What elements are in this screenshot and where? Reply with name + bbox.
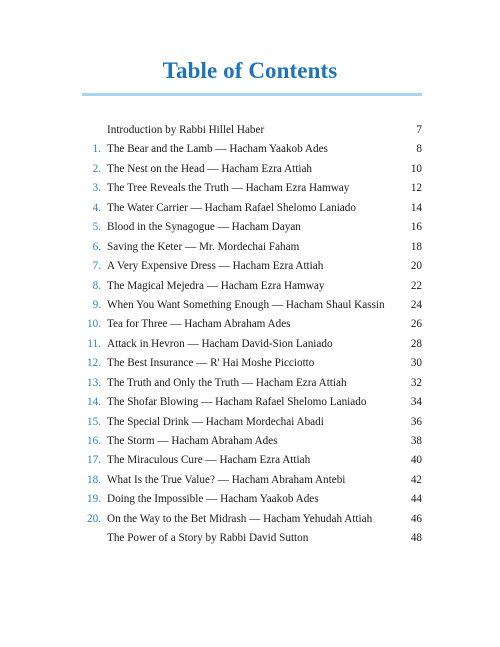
toc-entry-number: 5. bbox=[92, 221, 101, 234]
toc-entry[interactable] bbox=[70, 432, 430, 451]
toc-entry[interactable] bbox=[70, 315, 430, 334]
toc-entry-title: Doing the Impossible — Hacham Yaakob Ades bbox=[107, 493, 319, 506]
toc-entry-title: The Nest on the Head — Hacham Ezra Attiah bbox=[107, 162, 313, 175]
toc-entry-title: What Is the True Value? — Hacham Abraham Antebi bbox=[107, 473, 346, 486]
toc-entry-page: 36 bbox=[410, 415, 422, 428]
toc-entry-number: 2. bbox=[92, 162, 101, 175]
toc-entry-page: 24 bbox=[410, 298, 422, 311]
toc-entry-number: 3. bbox=[92, 182, 101, 195]
toc-entry-number: 7. bbox=[92, 260, 101, 273]
toc-entry-page: 44 bbox=[410, 493, 422, 506]
toc-entry-page: 38 bbox=[410, 435, 422, 447]
toc-entry-title: The Special Drink — Hacham Mordechai Abadi bbox=[107, 415, 324, 428]
toc-entry-title: The Water Carrier — Hacham Rafael Shelomo Laniado bbox=[107, 201, 356, 214]
toc-entry-number: 1. bbox=[92, 143, 101, 156]
toc-entry-page: 32 bbox=[410, 376, 422, 389]
toc-entry-number: 11. bbox=[87, 337, 101, 350]
toc-entry-page: 48 bbox=[410, 532, 422, 545]
toc-entry[interactable] bbox=[70, 160, 430, 179]
toc-entry[interactable] bbox=[70, 354, 430, 373]
page-title: Table of Contents bbox=[162, 58, 338, 83]
toc-entry[interactable] bbox=[70, 179, 430, 198]
toc-entry-number: 20. bbox=[87, 512, 101, 525]
toc-entry-title: The Power of a Story by Rabbi David Sutton bbox=[107, 532, 309, 545]
toc-entry-title: On the Way to the Bet Midrash — Hacham Yehudah Attiah bbox=[107, 512, 373, 525]
toc-entry-title: Attack in Hevron — Hacham David-Sion Laniado bbox=[107, 337, 333, 350]
toc-entry-title: The Best Insurance — R' Hai Moshe Picciotto bbox=[107, 357, 315, 370]
toc-entry[interactable] bbox=[70, 199, 430, 218]
toc-entry-title: The Magical Mejedra — Hacham Ezra Hamway bbox=[107, 279, 325, 292]
toc-list bbox=[70, 121, 430, 549]
toc-entry[interactable] bbox=[70, 490, 430, 509]
toc-entry-title: The Truth and Only the Truth — Hacham Ezra Attiah bbox=[107, 376, 347, 389]
toc-entry[interactable] bbox=[70, 451, 430, 470]
toc-entry[interactable] bbox=[70, 218, 430, 237]
toc-entry-number: 12. bbox=[87, 357, 101, 370]
toc-entry-title: The Shofar Blowing — Hacham Rafael Shelomo Laniado bbox=[107, 396, 367, 409]
toc-entry-number: 15. bbox=[87, 415, 101, 428]
toc-entry-number: 4. bbox=[92, 201, 101, 214]
toc-entry-number: 6. bbox=[92, 240, 101, 253]
toc-entry[interactable] bbox=[70, 335, 430, 354]
toc-entry[interactable] bbox=[70, 510, 430, 529]
toc-entry-number: 14. bbox=[87, 396, 101, 409]
toc-entry-page: 14 bbox=[410, 201, 422, 214]
title-divider bbox=[82, 93, 422, 96]
toc-entry-title: A Very Expensive Dress — Hacham Ezra Attiah bbox=[107, 260, 324, 273]
toc-entry-title: Tea for Three — Hacham Abraham Ades bbox=[107, 318, 291, 331]
toc-entry[interactable] bbox=[70, 140, 430, 159]
toc-entry-number: 13. bbox=[87, 376, 101, 389]
toc-entry-page: 34 bbox=[410, 396, 422, 409]
toc-entry-page: 40 bbox=[410, 454, 422, 467]
toc-entry[interactable] bbox=[70, 529, 430, 548]
toc-entry[interactable] bbox=[70, 296, 430, 315]
toc-entry-page: 10 bbox=[410, 162, 422, 175]
toc-entry[interactable] bbox=[70, 374, 430, 393]
toc-entry-title: Introduction by Rabbi Hillel Haber bbox=[107, 124, 265, 136]
toc-entry-title: The Miraculous Cure — Hacham Ezra Attiah bbox=[107, 454, 311, 467]
toc-entry-number: 16. bbox=[87, 435, 101, 447]
toc-entry-page: 42 bbox=[410, 473, 422, 486]
toc-entry[interactable] bbox=[70, 238, 430, 257]
toc-entry-number: 10. bbox=[87, 318, 101, 331]
toc-entry-page: 8 bbox=[416, 143, 422, 156]
toc-entry[interactable] bbox=[70, 121, 430, 140]
toc-entry-number: 17. bbox=[87, 454, 101, 467]
toc-entry-page: 16 bbox=[410, 221, 422, 234]
toc-entry-page: 7 bbox=[416, 124, 422, 136]
toc-entry[interactable] bbox=[70, 471, 430, 490]
toc-entry-page: 22 bbox=[410, 279, 422, 292]
toc-entry-number: 9. bbox=[92, 298, 101, 311]
toc-entry-title: When You Want Something Enough — Hacham Shaul Kassin bbox=[107, 298, 385, 311]
toc-entry-title: The Storm — Hacham Abraham Ades bbox=[107, 435, 278, 447]
toc-entry-title: Blood in the Synagogue — Hacham Dayan bbox=[107, 221, 301, 234]
toc-entry[interactable] bbox=[70, 393, 430, 412]
toc-entry-number: 19. bbox=[87, 493, 101, 506]
toc-entry-page: 46 bbox=[410, 512, 422, 525]
toc-entry[interactable] bbox=[70, 277, 430, 296]
toc-entry[interactable] bbox=[70, 257, 430, 276]
toc-entry-page: 20 bbox=[410, 260, 422, 273]
toc-entry-page: 30 bbox=[410, 357, 422, 370]
toc-entry-title: The Bear and the Lamb — Hacham Yaakob Ades bbox=[107, 143, 328, 156]
toc-entry-page: 26 bbox=[410, 318, 422, 331]
toc-entry-title: Saving the Keter — Mr. Mordechai Faham bbox=[107, 240, 300, 253]
toc-entry-page: 28 bbox=[410, 337, 422, 350]
toc-entry-page: 12 bbox=[410, 182, 422, 195]
toc-entry-number: 18. bbox=[87, 473, 101, 486]
toc-entry-number: 8. bbox=[92, 279, 101, 292]
toc-entry-title: The Tree Reveals the Truth — Hacham Ezra Hamway bbox=[107, 182, 350, 195]
toc-entry[interactable] bbox=[70, 413, 430, 432]
toc-entry-page: 18 bbox=[410, 240, 422, 253]
